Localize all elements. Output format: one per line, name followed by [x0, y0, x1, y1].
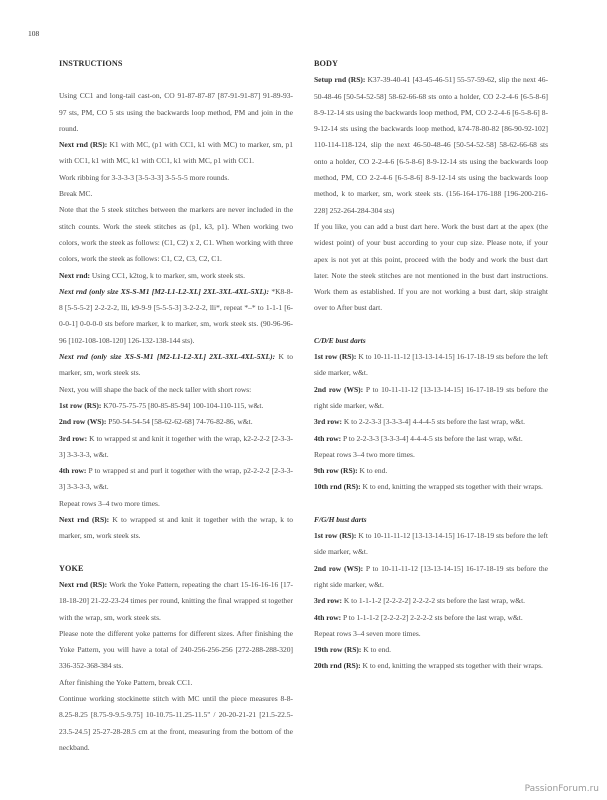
paragraph: Repeat rows 3–4 seven more times. — [314, 628, 421, 638]
paragraph: 4th row: P to wrapped st and purl it together with the wrap, p2-2-2-2 [2-3-3-3] 3-3-3-3, w&t. — [59, 466, 293, 492]
paragraph: 3rd row: K to wrapped st and knit it together with the wrap, k2-2-2-2 [2-3-3-3] 3-3-3-3, w&t. — [59, 433, 293, 459]
fgh-bust-darts-heading: F/G/H bust darts — [314, 514, 367, 524]
instructions-heading: INSTRUCTIONS — [59, 59, 123, 68]
paragraph: Using CC1 and long-tail cast-on, CO 91-87-87-87 [87-91-91-87] 91-89-93-97 sts, PM, CO 5 sts using the backwards loop method, PM and join in the round. — [59, 91, 293, 133]
paragraph: 9th row (RS): K to end. — [314, 466, 388, 476]
paragraph: Setup rnd (RS): K37-39-40-41 [43-45-46-51] 55-57-59-62, slip the next 46-50-48-46 [50-54-52-58] 58-62-66-68 sts onto a holder, CO 2-2-4-6 [6-5-8-6] 8-9-12-14 sts using the backwards loop method, PM, CO 2-2-4-6 [6-5-8-6] 8-9-12-14 sts using the backwards loop method, k74-78-80-82 [86-90-92-102] 110-114-118-124, slip the next 46-50-48-46 [50-54-52-58] 58-62-66-68 sts onto a holder, CO 2-2-4-6 [6-5-8-6] 8-9-12-14 sts using the backwards loop method, PM, CO 2-2-4-6 [6-5-8-6] 8-9-12-14 sts using the backwards loop method, k to marker, sm, work steek sts. (156-164-176-188 [196-200-216-228] 252-264-284-304 sts) — [314, 75, 548, 215]
paragraph: 1st row (RS): K70-75-75-75 [80-85-85-94] 100-104-110-115, w&t. — [59, 400, 264, 410]
paragraph: Please note the different yoke patterns for different sizes. After finishing the Yoke Pattern, you will have a total of 240-256-256-256 [272-288-288-320] 336-352-368-384 sts. — [59, 628, 293, 671]
paragraph: 2nd row (WS): P to 10-11-11-12 [13-13-14-15] 16-17-18-19 sts before the right side marker, w&t. — [314, 384, 548, 410]
paragraph: Next rnd (only size XS-S-M1 [M2-L1-L2-XL] 2XL-3XL-4XL-5XL): K to marker, sm, work steek sts. — [59, 352, 294, 378]
cde-bust-darts-heading: C/D/E bust darts — [314, 335, 366, 345]
left-column — [59, 56, 293, 756]
paragraph: Next rnd (only size XS-S-M1 [M2-L1-L2-XL] 2XL-3XL-4XL-5XL): *K8-8-8 [5-5-5-2] 2-2-2-2, lli, k9-9-9 [5-5-5-3] 3-2-2-2, lli*, repeat *–* to 1-1-1 [6-0-0-1] 0-0-0-0 sts before marker, k to marker, sm, work steek sts. (90-96-96-96 [102-108-108-120] 126-132-138-144 sts). — [59, 286, 293, 345]
paragraph: Break MC. — [59, 189, 93, 199]
paragraph: 20th rnd (RS): K to end, knitting the wrapped sts together with their wraps. — [314, 661, 543, 671]
page-number: 108 — [28, 29, 40, 38]
paragraph: After finishing the Yoke Pattern, break CC1. — [59, 677, 193, 687]
paragraph: Repeat rows 3–4 two more times. — [314, 449, 415, 459]
paragraph: Next rnd (RS): Work the Yoke Pattern, repeating the chart 15-16-16-16 [17-18-18-20] 21-22-23-24 times per round, knitting the final wrapped st together with the wrap, sm, work steek sts. — [59, 579, 293, 622]
paragraph: 10th rnd (RS): K to end, knitting the wrapped sts together with their wraps. — [314, 482, 543, 492]
fgh-bust-darts-body — [314, 528, 548, 675]
paragraph: 19th row (RS): K to end. — [314, 645, 391, 655]
right-column — [314, 56, 548, 675]
paragraph: Work ribbing for 3-3-3-3 [3-5-3-3] 3-5-5-5 more rounds. — [59, 172, 230, 182]
paragraph: 1st row (RS): K to 10-11-11-12 [13-13-14-15] 16-17-18-19 sts before the left side marker, w&t. — [314, 531, 548, 557]
cde-bust-darts-body — [314, 349, 548, 496]
body-heading: BODY — [314, 59, 339, 68]
body-section — [314, 72, 548, 316]
paragraph: 2nd row (WS): P50-54-54-54 [58-62-62-68] 74-76-82-86, w&t. — [59, 417, 253, 427]
yoke-heading: YOKE — [59, 563, 84, 573]
paragraph: Repeat rows 3–4 two more times. — [59, 498, 160, 508]
paragraph: 4th row: P to 2-2-3-3 [3-3-3-4] 4-4-4-5 sts before the last wrap, w&t. — [314, 433, 523, 443]
watermark: PassionForum.ru — [524, 784, 599, 794]
paragraph: Next, you will shape the back of the neck taller with short rows: — [59, 384, 252, 394]
instructions-body — [59, 88, 293, 544]
paragraph: Next rnd: Using CC1, k2tog, k to marker, sm, work steek sts. — [59, 270, 245, 280]
paragraph: 1st row (RS): K to 10-11-11-12 [13-13-14-15] 16-17-18-19 sts before the left side marker, w&t. — [314, 352, 548, 378]
paragraph: 4th row: P to 1-1-1-2 [2-2-2-2] 2-2-2-2 sts before the last wrap, w&t. — [314, 612, 523, 622]
paragraph: 3rd row: K to 1-1-1-2 [2-2-2-2] 2-2-2-2 sts before the last wrap, w&t. — [314, 596, 526, 606]
paragraph: Continue working stockinette stitch with MC until the piece measures 8-8-8.25-8.25 [8.75-9-9.5-9.75] 10-10.75-11.25-11.5" / 20-20-21-21 [21.5-22.5-23.5-24.5] 25-27-28-28.5 cm at the front, measuring from the bottom of the neckband. — [59, 693, 293, 752]
paragraph: 3rd row: K to 2-2-3-3 [3-3-3-4] 4-4-4-5 sts before the last wrap, w&t. — [314, 417, 526, 427]
paragraph: Next rnd (RS): K1 with MC, (p1 with CC1, k1 with MC) to marker, sm, p1 with CC1, k1 with MC, k1 with CC1, k1 with MC, p1 with CC1. — [59, 140, 293, 166]
paragraph: 2nd row (WS): P to 10-11-11-12 [13-13-14-15] 16-17-18-19 sts before the right side marker, w&t. — [314, 563, 548, 589]
paragraph: Note that the 5 steek stitches between the markers are never included in the stitch counts. Work the steek stitches as (p1, k3, p1). When working two colors, work the steek as follows: (C1, C2) x 2, C1. When working with three colors, work the steek as follows: C1, C2, C3, C2, C1. — [59, 205, 293, 264]
yoke-body — [59, 577, 293, 756]
paragraph: If you like, you can add a bust dart here. Work the bust dart at the apex (the widest point) of your bust according to your cup size. Please note, if your apex is not yet at this point, proceed with the body and work the bust dart later. Note the steek stitches are not mentioned in the bust dart instructions. Work them as established. If you are not working a bust dart, skip straight over to After bust dart. — [314, 221, 548, 313]
paragraph: Next rnd (RS): K to wrapped st and knit it together with the wrap, k to marker, sm, work steek sts. — [59, 515, 294, 541]
